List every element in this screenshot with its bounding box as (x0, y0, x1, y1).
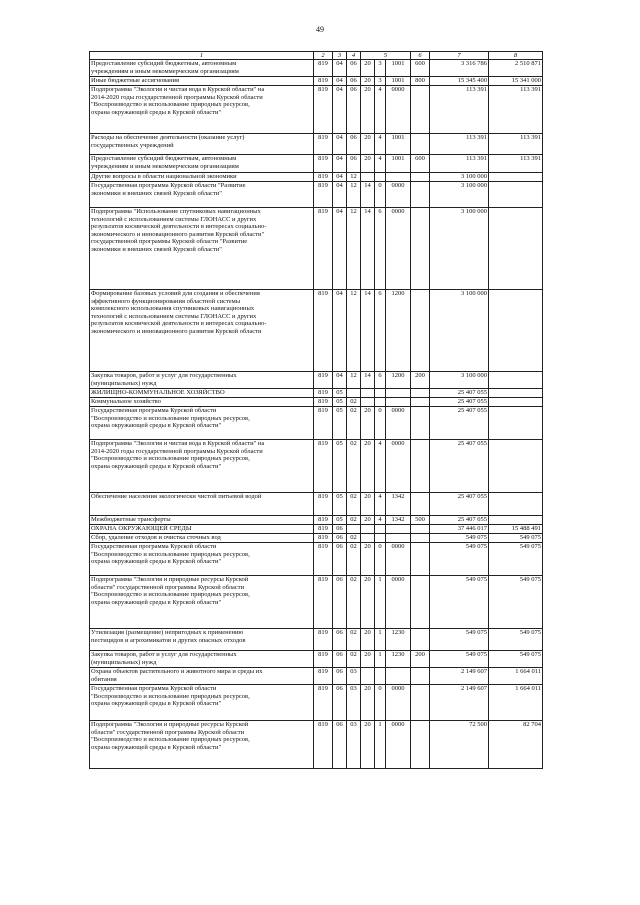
cell-target-direction: 0000 (386, 721, 411, 769)
cell-target-program (361, 534, 375, 543)
cell-amount-year-2: 113 391 (489, 86, 543, 134)
column-header: 3 (333, 52, 347, 60)
table-row (90, 372, 543, 389)
cell-ministry-code: 819 (314, 407, 333, 440)
cell-amount-year-2: 549 075 (489, 576, 543, 629)
cell-expense-type (411, 440, 430, 493)
cell-subsection-code (347, 525, 361, 534)
cell-ministry-code: 819 (314, 60, 333, 77)
cell-ministry-code: 819 (314, 77, 333, 86)
cell-subsection-code: 12 (347, 208, 361, 290)
cell-subsection-code: 12 (347, 290, 361, 372)
cell-subsection-code: 02 (347, 651, 361, 668)
cell-target-subprogram: 6 (375, 372, 386, 389)
cell-target-program: 20 (361, 77, 375, 86)
cell-target-program: 20 (361, 134, 375, 155)
cell-section-code: 06 (333, 525, 347, 534)
cell-subsection-code: 06 (347, 77, 361, 86)
row-name: Коммунальное хозяйство (90, 398, 314, 407)
cell-amount-year-1: 72 500 (430, 721, 489, 769)
cell-target-program: 20 (361, 651, 375, 668)
cell-amount-year-2: 15 341 000 (489, 77, 543, 86)
cell-target-subprogram (375, 534, 386, 543)
cell-ministry-code: 819 (314, 534, 333, 543)
cell-amount-year-1: 25 407 055 (430, 389, 489, 398)
cell-target-direction (386, 534, 411, 543)
cell-target-program: 20 (361, 543, 375, 576)
cell-section-code: 04 (333, 372, 347, 389)
row-name: Утилизация (размещение) непригодных к применению пестицидов и агрохимикатов и других опасных отходов (90, 629, 314, 651)
cell-expense-type (411, 721, 430, 769)
page-number: 49 (316, 25, 324, 34)
cell-subsection-code: 12 (347, 372, 361, 389)
cell-subsection-code: 06 (347, 60, 361, 77)
cell-target-direction: 1230 (386, 629, 411, 651)
cell-subsection-code (347, 389, 361, 398)
cell-expense-type (411, 407, 430, 440)
cell-ministry-code: 819 (314, 651, 333, 668)
column-number-row (90, 52, 543, 60)
cell-section-code: 06 (333, 721, 347, 769)
cell-ministry-code: 819 (314, 525, 333, 534)
cell-amount-year-2: 549 075 (489, 651, 543, 668)
cell-subsection-code: 02 (347, 534, 361, 543)
row-name: Подпрограмма "Использование спутниковых навигационных технологий с использованием системы ГЛОНАСС и других результатов космической деятельности в интересах социально- экономического и инновационного развития Курской области" государственной программы Курской области "Развитие экономики и внешних связей Курской области" (90, 208, 314, 290)
cell-subsection-code: 02 (347, 543, 361, 576)
cell-expense-type: 600 (411, 155, 430, 173)
column-header: 2 (314, 52, 333, 60)
cell-target-direction: 0000 (386, 440, 411, 493)
budget-table (89, 51, 543, 769)
table-row (90, 398, 543, 407)
cell-subsection-code: 03 (347, 685, 361, 721)
cell-target-direction (386, 173, 411, 182)
row-name: Подпрограмма "Экология и чистая вода в Курской области" на 2014-2020 годы государственной программы Курской области "Воспроизводство и использование природных ресурсов, охрана окружающей среды в Курской области" (90, 440, 314, 493)
cell-target-program: 14 (361, 372, 375, 389)
cell-amount-year-2 (489, 389, 543, 398)
cell-expense-type (411, 685, 430, 721)
cell-target-program: 20 (361, 86, 375, 134)
cell-section-code: 04 (333, 290, 347, 372)
cell-amount-year-1: 3 100 000 (430, 173, 489, 182)
table-row (90, 543, 543, 576)
cell-target-direction: 1342 (386, 516, 411, 525)
cell-ministry-code: 819 (314, 629, 333, 651)
cell-target-subprogram: 0 (375, 685, 386, 721)
cell-target-subprogram: 4 (375, 493, 386, 516)
column-header: 1 (90, 52, 314, 60)
cell-subsection-code: 02 (347, 440, 361, 493)
cell-amount-year-2 (489, 182, 543, 208)
table-row (90, 155, 543, 173)
cell-target-subprogram (375, 173, 386, 182)
row-name: Другие вопросы в области национальной экономики (90, 173, 314, 182)
table-row (90, 389, 543, 398)
cell-subsection-code: 12 (347, 173, 361, 182)
row-name: Подпрограмма "Экология и чистая вода в Курской области" на 2014-2020 годы государственной программы Курской области "Воспроизводство и использование природных ресурсов, охрана окружающей среды в Курской области" (90, 86, 314, 134)
cell-amount-year-1: 2 149 607 (430, 685, 489, 721)
cell-amount-year-2 (489, 440, 543, 493)
table-row (90, 407, 543, 440)
cell-expense-type: 500 (411, 516, 430, 525)
cell-target-program: 20 (361, 721, 375, 769)
column-header: 8 (489, 52, 543, 60)
cell-expense-type (411, 134, 430, 155)
cell-section-code: 05 (333, 440, 347, 493)
cell-target-program: 14 (361, 182, 375, 208)
cell-target-subprogram: 3 (375, 60, 386, 77)
cell-amount-year-2 (489, 372, 543, 389)
cell-amount-year-1: 549 075 (430, 629, 489, 651)
cell-target-subprogram (375, 525, 386, 534)
cell-target-subprogram: 1 (375, 576, 386, 629)
cell-target-subprogram: 4 (375, 440, 386, 493)
cell-target-program: 20 (361, 685, 375, 721)
cell-target-program: 14 (361, 208, 375, 290)
cell-target-direction: 0000 (386, 182, 411, 208)
table-row (90, 525, 543, 534)
cell-target-direction: 1001 (386, 155, 411, 173)
cell-subsection-code: 02 (347, 398, 361, 407)
cell-expense-type (411, 493, 430, 516)
row-name: Формирование базовых условий для создания и обеспечения эффективного функционирования областной системы комплексного использования спутниковых навигационных технологий с использованием системы ГЛОНАСС и других результатов космической деятельности в интересах социально- экономического и инновационного развития Курской области (90, 290, 314, 372)
row-name: Подпрограмма "Экология и природные ресурсы Курской области" государственной программы Курской области "Воспроизводство и использование природных ресурсов, охрана окружающей среды в Курской области" (90, 576, 314, 629)
cell-amount-year-2 (489, 290, 543, 372)
cell-ministry-code: 819 (314, 440, 333, 493)
cell-amount-year-2 (489, 407, 543, 440)
column-header: 4 (347, 52, 361, 60)
cell-amount-year-2: 549 075 (489, 534, 543, 543)
table-row (90, 651, 543, 668)
cell-section-code: 05 (333, 516, 347, 525)
cell-target-subprogram: 0 (375, 182, 386, 208)
cell-section-code: 05 (333, 389, 347, 398)
cell-target-direction: 1001 (386, 60, 411, 77)
row-name: Расходы на обеспечение деятельности (оказание услуг) государственных учреждений (90, 134, 314, 155)
table-row (90, 173, 543, 182)
cell-target-subprogram: 4 (375, 155, 386, 173)
cell-target-direction (386, 668, 411, 685)
cell-target-direction (386, 389, 411, 398)
cell-subsection-code: 06 (347, 155, 361, 173)
cell-expense-type (411, 543, 430, 576)
row-name: Межбюджетные трансферты (90, 516, 314, 525)
cell-amount-year-2: 15 488 491 (489, 525, 543, 534)
cell-amount-year-1: 25 407 055 (430, 516, 489, 525)
cell-target-direction: 0000 (386, 407, 411, 440)
cell-section-code: 06 (333, 685, 347, 721)
cell-ministry-code: 819 (314, 493, 333, 516)
cell-amount-year-2 (489, 516, 543, 525)
cell-ministry-code: 819 (314, 516, 333, 525)
cell-section-code: 04 (333, 182, 347, 208)
cell-expense-type (411, 398, 430, 407)
column-header: 5 (361, 52, 411, 60)
cell-subsection-code: 06 (347, 86, 361, 134)
cell-ministry-code: 819 (314, 372, 333, 389)
cell-target-direction (386, 525, 411, 534)
cell-ministry-code: 819 (314, 173, 333, 182)
cell-target-program: 20 (361, 440, 375, 493)
cell-target-program: 20 (361, 516, 375, 525)
cell-target-program: 20 (361, 155, 375, 173)
table-row (90, 60, 543, 77)
cell-amount-year-1: 113 391 (430, 86, 489, 134)
cell-target-subprogram: 0 (375, 543, 386, 576)
cell-ministry-code: 819 (314, 668, 333, 685)
cell-target-direction: 1342 (386, 493, 411, 516)
cell-section-code: 06 (333, 543, 347, 576)
cell-target-subprogram: 4 (375, 516, 386, 525)
cell-target-subprogram: 0 (375, 407, 386, 440)
table-row (90, 182, 543, 208)
table-row (90, 77, 543, 86)
table-row (90, 290, 543, 372)
cell-subsection-code: 03 (347, 721, 361, 769)
cell-amount-year-1: 15 345 400 (430, 77, 489, 86)
cell-target-direction: 1001 (386, 134, 411, 155)
cell-ministry-code: 819 (314, 576, 333, 629)
cell-amount-year-2 (489, 173, 543, 182)
cell-target-subprogram: 1 (375, 721, 386, 769)
cell-section-code: 06 (333, 576, 347, 629)
cell-target-subprogram (375, 389, 386, 398)
cell-target-direction: 0000 (386, 543, 411, 576)
cell-expense-type (411, 668, 430, 685)
cell-amount-year-1: 25 407 055 (430, 493, 489, 516)
cell-target-program: 20 (361, 576, 375, 629)
cell-amount-year-1: 3 100 000 (430, 182, 489, 208)
cell-expense-type (411, 86, 430, 134)
cell-section-code: 04 (333, 208, 347, 290)
cell-ministry-code: 819 (314, 155, 333, 173)
table-row (90, 685, 543, 721)
cell-target-direction: 1200 (386, 290, 411, 372)
cell-target-direction: 0000 (386, 86, 411, 134)
cell-target-program: 20 (361, 407, 375, 440)
cell-target-subprogram: 3 (375, 77, 386, 86)
row-name: ОХРАНА ОКРУЖАЮЩЕЙ СРЕДЫ (90, 525, 314, 534)
cell-ministry-code: 819 (314, 134, 333, 155)
cell-expense-type: 800 (411, 77, 430, 86)
cell-target-subprogram (375, 668, 386, 685)
cell-section-code: 05 (333, 493, 347, 516)
cell-amount-year-1: 3 100 000 (430, 208, 489, 290)
cell-amount-year-1: 2 149 607 (430, 668, 489, 685)
cell-amount-year-2 (489, 493, 543, 516)
cell-expense-type (411, 534, 430, 543)
cell-section-code: 04 (333, 77, 347, 86)
cell-expense-type (411, 173, 430, 182)
cell-target-direction: 1001 (386, 77, 411, 86)
row-name: ЖИЛИЩНО-КОММУНАЛЬНОЕ ХОЗЯЙСТВО (90, 389, 314, 398)
cell-expense-type (411, 208, 430, 290)
cell-target-subprogram: 4 (375, 134, 386, 155)
cell-section-code: 04 (333, 134, 347, 155)
cell-amount-year-2: 1 664 011 (489, 668, 543, 685)
table-row (90, 516, 543, 525)
row-name: Закупка товаров, работ и услуг для государственных (муниципальных) нужд (90, 651, 314, 668)
cell-target-subprogram (375, 398, 386, 407)
cell-ministry-code: 819 (314, 86, 333, 134)
cell-target-subprogram: 6 (375, 208, 386, 290)
column-header: 7 (430, 52, 489, 60)
table-row (90, 134, 543, 155)
cell-amount-year-1: 3 316 786 (430, 60, 489, 77)
column-header: 6 (411, 52, 430, 60)
row-name: Охрана объектов растительного и животного мира и среды их обитания (90, 668, 314, 685)
row-name: Обеспечение населения экологически чистой питьевой водой (90, 493, 314, 516)
cell-expense-type (411, 182, 430, 208)
row-name: Государственная программа Курской области "Воспроизводство и использование природных ресурсов, охрана окружающей среды в Курской области" (90, 407, 314, 440)
cell-amount-year-1: 113 391 (430, 155, 489, 173)
cell-expense-type (411, 576, 430, 629)
cell-target-program: 20 (361, 493, 375, 516)
cell-amount-year-2: 549 075 (489, 543, 543, 576)
cell-ministry-code: 819 (314, 543, 333, 576)
cell-target-direction: 1200 (386, 372, 411, 389)
table-row (90, 493, 543, 516)
row-name: Закупка товаров, работ и услуг для государственных (муниципальных) нужд (90, 372, 314, 389)
cell-target-direction: 0000 (386, 685, 411, 721)
cell-subsection-code: 02 (347, 516, 361, 525)
cell-subsection-code: 12 (347, 182, 361, 208)
cell-section-code: 05 (333, 398, 347, 407)
row-name: Предоставление субсидий бюджетным, автономным учреждениям и иным некоммерческим организациям (90, 60, 314, 77)
cell-target-program: 20 (361, 60, 375, 77)
row-name: Государственная программа Курской области "Воспроизводство и использование природных ресурсов, охрана окружающей среды в Курской области" (90, 543, 314, 576)
table-row (90, 576, 543, 629)
cell-ministry-code: 819 (314, 182, 333, 208)
cell-amount-year-2: 2 510 871 (489, 60, 543, 77)
cell-target-subprogram: 6 (375, 290, 386, 372)
cell-ministry-code: 819 (314, 398, 333, 407)
cell-amount-year-1: 3 100 000 (430, 372, 489, 389)
table-row (90, 721, 543, 769)
cell-target-program (361, 389, 375, 398)
cell-ministry-code: 819 (314, 389, 333, 398)
cell-expense-type (411, 290, 430, 372)
cell-section-code: 04 (333, 173, 347, 182)
cell-ministry-code: 819 (314, 290, 333, 372)
cell-target-program: 14 (361, 290, 375, 372)
table-row (90, 668, 543, 685)
cell-amount-year-2: 1 664 011 (489, 685, 543, 721)
row-name: Иные бюджетные ассигнования (90, 77, 314, 86)
cell-target-program (361, 525, 375, 534)
cell-amount-year-2 (489, 208, 543, 290)
table-row (90, 534, 543, 543)
cell-section-code: 04 (333, 60, 347, 77)
cell-amount-year-1: 25 407 055 (430, 440, 489, 493)
cell-section-code: 06 (333, 629, 347, 651)
cell-ministry-code: 819 (314, 721, 333, 769)
cell-amount-year-2: 113 391 (489, 134, 543, 155)
cell-expense-type: 200 (411, 651, 430, 668)
cell-section-code: 05 (333, 407, 347, 440)
cell-expense-type (411, 389, 430, 398)
cell-target-direction: 1230 (386, 651, 411, 668)
cell-target-program: 20 (361, 629, 375, 651)
cell-subsection-code: 06 (347, 134, 361, 155)
cell-section-code: 06 (333, 668, 347, 685)
cell-target-subprogram: 1 (375, 629, 386, 651)
cell-target-subprogram: 4 (375, 86, 386, 134)
cell-amount-year-2 (489, 398, 543, 407)
row-name: Подпрограмма "Экология и природные ресурсы Курской области" государственной программы Курской области "Воспроизводство и использование природных ресурсов, охрана окружающей среды в Курской области" (90, 721, 314, 769)
row-name: Сбор, удаление отходов и очистка сточных вод (90, 534, 314, 543)
cell-expense-type (411, 525, 430, 534)
cell-target-program (361, 398, 375, 407)
cell-amount-year-2: 82 704 (489, 721, 543, 769)
cell-section-code: 06 (333, 651, 347, 668)
cell-amount-year-2: 113 391 (489, 155, 543, 173)
row-name: Государственная программа Курской области "Развитие экономики и внешних связей Курской области" (90, 182, 314, 208)
cell-amount-year-2: 549 075 (489, 629, 543, 651)
cell-target-direction (386, 398, 411, 407)
cell-target-program (361, 173, 375, 182)
cell-expense-type (411, 629, 430, 651)
cell-amount-year-1: 549 075 (430, 543, 489, 576)
table-row (90, 208, 543, 290)
cell-amount-year-1: 25 407 055 (430, 398, 489, 407)
cell-amount-year-1: 549 075 (430, 576, 489, 629)
row-name: Государственная программа Курской области "Воспроизводство и использование природных ресурсов, охрана окружающей среды в Курской области" (90, 685, 314, 721)
cell-expense-type: 200 (411, 372, 430, 389)
cell-amount-year-1: 37 446 017 (430, 525, 489, 534)
cell-subsection-code: 03 (347, 668, 361, 685)
cell-target-subprogram: 1 (375, 651, 386, 668)
cell-section-code: 04 (333, 155, 347, 173)
cell-expense-type: 600 (411, 60, 430, 77)
table-row (90, 86, 543, 134)
cell-amount-year-1: 549 075 (430, 534, 489, 543)
cell-amount-year-1: 3 100 000 (430, 290, 489, 372)
row-name: Предоставление субсидий бюджетным, автономным учреждениям и иным некоммерческим организациям (90, 155, 314, 173)
cell-section-code: 06 (333, 534, 347, 543)
cell-target-direction: 0000 (386, 576, 411, 629)
cell-amount-year-1: 25 407 055 (430, 407, 489, 440)
cell-amount-year-1: 549 075 (430, 651, 489, 668)
cell-amount-year-1: 113 391 (430, 134, 489, 155)
cell-section-code: 04 (333, 86, 347, 134)
cell-ministry-code: 819 (314, 208, 333, 290)
cell-subsection-code: 02 (347, 576, 361, 629)
cell-target-program (361, 668, 375, 685)
table-row (90, 440, 543, 493)
cell-subsection-code: 02 (347, 407, 361, 440)
cell-ministry-code: 819 (314, 685, 333, 721)
cell-subsection-code: 02 (347, 493, 361, 516)
cell-subsection-code: 02 (347, 629, 361, 651)
table-row (90, 629, 543, 651)
cell-target-direction: 0000 (386, 208, 411, 290)
